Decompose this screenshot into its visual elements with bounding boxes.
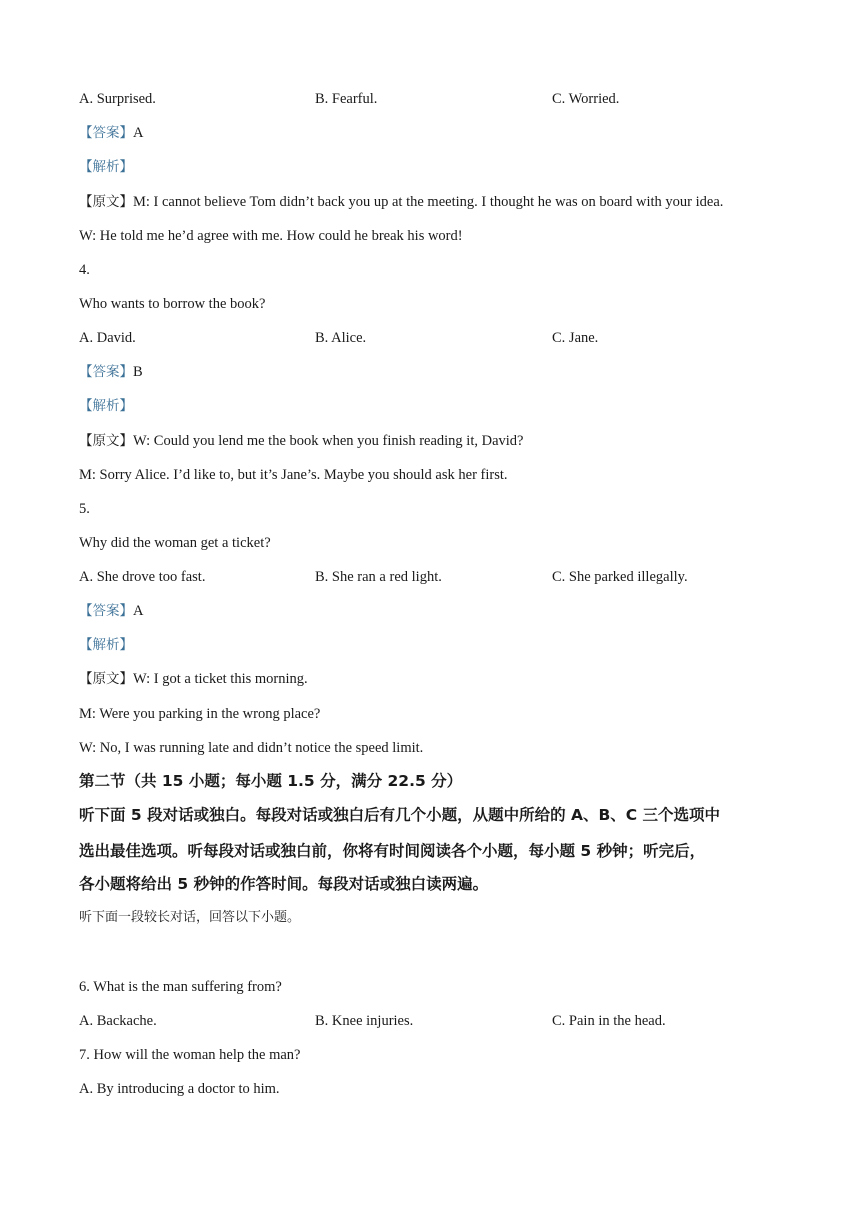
q4-analysis xyxy=(79,396,133,416)
q3-option-a: A. Surprised. xyxy=(79,91,156,107)
q5-option-c: C. She parked illegally. xyxy=(552,569,688,585)
section-instruction-line-2: 选出最佳选项。听每段对话或独白前，你将有时间阅读各个小题，每小题 5 秒钟；听完后， xyxy=(79,842,706,860)
sub-instruction: 听下面一段较长对话，回答以下小题。 xyxy=(79,910,301,925)
q3-transcript-line-2: W: He told me he’d agree with me. How could he break his word! xyxy=(79,228,463,244)
q5-option-a: A. She drove too fast. xyxy=(79,569,206,585)
q3-options xyxy=(79,89,799,109)
q6-options xyxy=(79,1011,799,1031)
section-instruction-line-1: 听下面 5 段对话或独白。每段对话或独白后有几个小题，从题中所给的 A、B、C 三个选项中 xyxy=(79,806,721,824)
q4-number: 4. xyxy=(79,262,90,278)
q4-question: Who wants to borrow the book? xyxy=(79,296,266,312)
section-heading: 第二节（共 15 小题；每小题 1.5 分，满分 22.5 分） xyxy=(79,772,463,790)
analysis-tag: 【解析】 xyxy=(79,159,133,175)
answer-tag: 【答案】 xyxy=(79,603,133,619)
q3-option-b: B. Fearful. xyxy=(315,91,378,107)
q3-option-c: C. Worried. xyxy=(552,91,620,107)
q5-number: 5. xyxy=(79,501,90,517)
transcript-text: M: I cannot believe Tom didn’t back you up at the meeting. I thought he was on board with your idea. xyxy=(133,194,724,210)
analysis-tag: 【解析】 xyxy=(79,637,133,653)
q7-option-a: A. By introducing a doctor to him. xyxy=(79,1081,280,1097)
q4-answer xyxy=(79,362,143,382)
analysis-tag: 【解析】 xyxy=(79,398,133,414)
q6-option-c: C. Pain in the head. xyxy=(552,1013,666,1029)
q7-question: 7. How will the woman help the man? xyxy=(79,1047,301,1063)
q4-transcript-line-1 xyxy=(79,431,524,451)
answer-tag: 【答案】 xyxy=(79,364,133,380)
q4-option-a: A. David. xyxy=(79,330,136,346)
q5-answer xyxy=(79,601,143,621)
q4-options xyxy=(79,328,799,348)
q5-transcript-line-2: M: Were you parking in the wrong place? xyxy=(79,706,321,722)
q4-transcript-line-2: M: Sorry Alice. I’d like to, but it’s Jane’s. Maybe you should ask her first. xyxy=(79,467,508,483)
q4-option-b: B. Alice. xyxy=(315,330,367,346)
q5-analysis xyxy=(79,635,133,655)
q6-option-b: B. Knee injuries. xyxy=(315,1013,414,1029)
q5-question: Why did the woman get a ticket? xyxy=(79,535,271,551)
answer-value: B xyxy=(133,364,143,380)
q3-analysis xyxy=(79,157,133,177)
transcript-text: W: I got a ticket this morning. xyxy=(133,671,308,687)
q3-answer xyxy=(79,123,143,143)
q5-option-b: B. She ran a red light. xyxy=(315,569,442,585)
q5-transcript-line-1 xyxy=(79,669,308,689)
transcript-tag: 【原文】 xyxy=(79,433,133,449)
q5-transcript-line-3: W: No, I was running late and didn’t notice the speed limit. xyxy=(79,740,424,756)
section-instruction-line-3: 各小题将给出 5 秒钟的作答时间。每段对话或独白读两遍。 xyxy=(79,875,489,893)
answer-tag: 【答案】 xyxy=(79,125,133,141)
transcript-tag: 【原文】 xyxy=(79,194,133,210)
q6-question: 6. What is the man suffering from? xyxy=(79,979,282,995)
answer-value: A xyxy=(133,603,144,619)
transcript-tag: 【原文】 xyxy=(79,671,133,687)
q4-option-c: C. Jane. xyxy=(552,330,599,346)
q6-option-a: A. Backache. xyxy=(79,1013,157,1029)
q3-transcript-line-1 xyxy=(79,192,723,212)
answer-value: A xyxy=(133,125,144,141)
q5-options xyxy=(79,567,799,587)
transcript-text: W: Could you lend me the book when you finish reading it, David? xyxy=(133,433,524,449)
